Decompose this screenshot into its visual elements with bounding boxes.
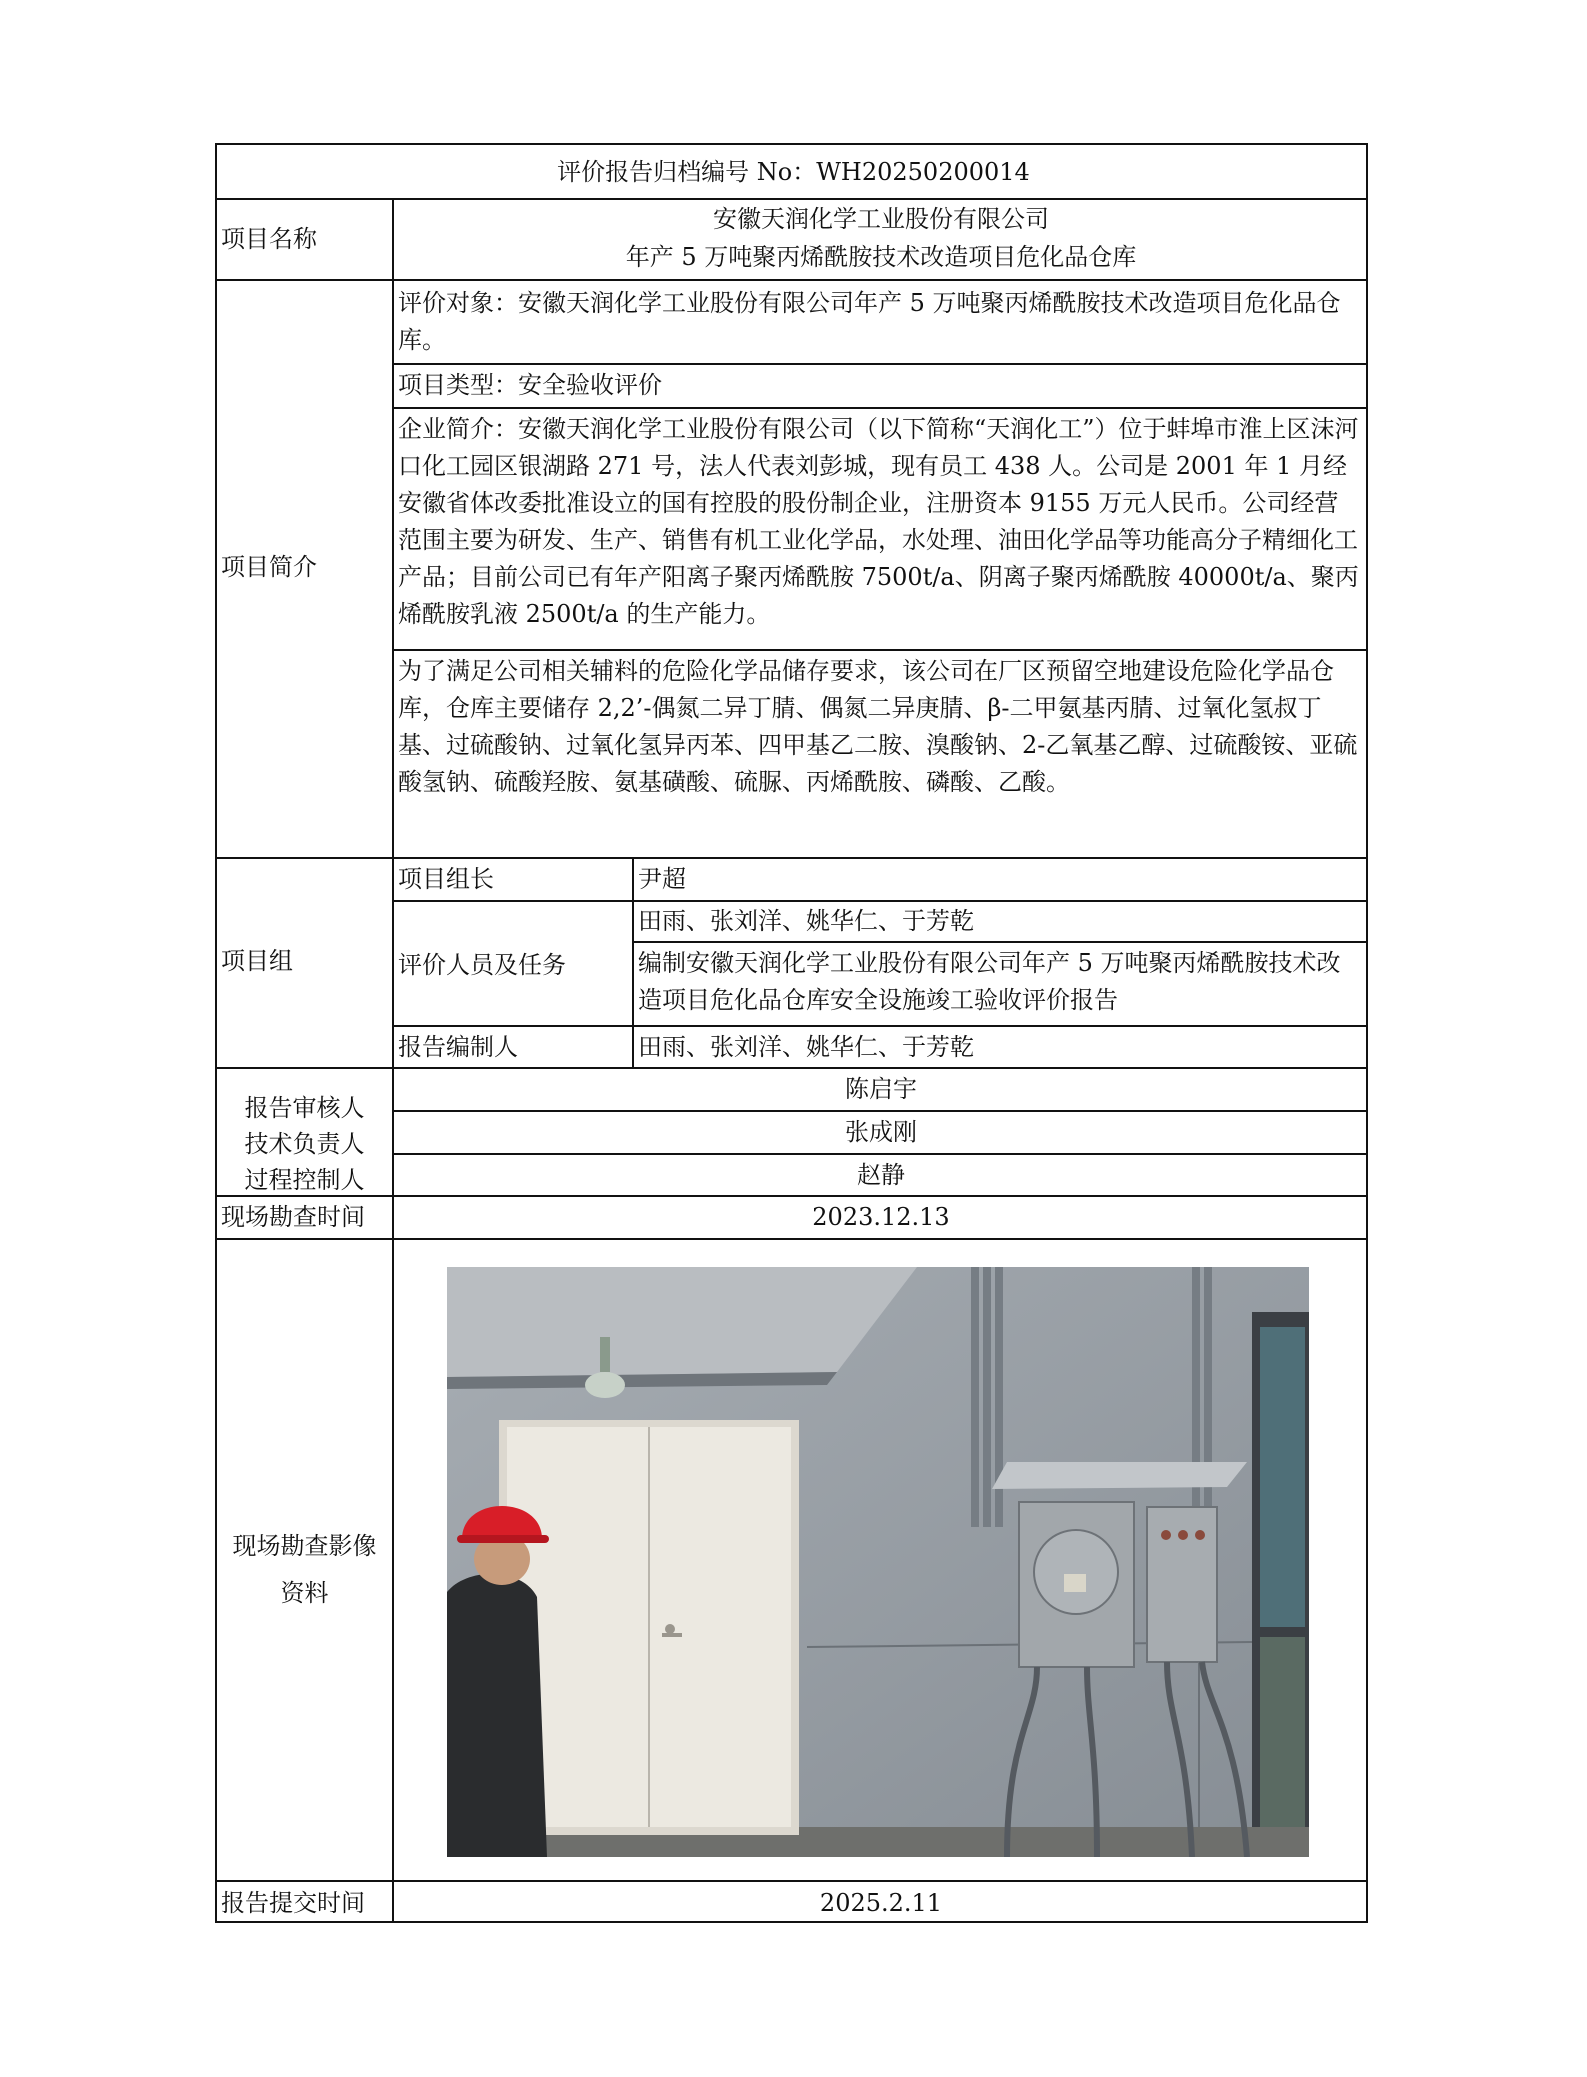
project-purpose: 为了满足公司相关辅料的危险化学品储存要求，该公司在厂区预留空地建设危险化学品仓库，仓库主要储存 2,2’-偶氮二异丁腈、偶氮二异庚腈、β-二甲氨基丙腈、过氧化氢叔丁基、过硫酸钠、过氧化氢异丙苯、四甲基乙二胺、溴酸钠、2-乙氧基乙醇、过硫酸铵、亚硫酸氢钠、硫酸羟胺、氨基磺酸、硫脲、丙烯酰胺、磷酸、乙酸。 xyxy=(398,657,1358,796)
company-intro: 企业简介：安徽天润化学工业股份有限公司（以下简称“天润化工”）位于蚌埠市淮上区沫河口化工园区银湖路 271 号，法人代表刘彭城，现有员工 438 人。公司是 2001 年 1 月经安徽省体改委批准设立的国有控股的股份制企业，注册资本 9155 万元人民币。公司经营范围主要为研发、生产、销售有机工业化学品，水处理、油田化学品等功能高分子精细化工产品；目前公司已有年产阳离子聚丙烯酰胺 7500t/a、阴离子聚丙烯酰胺 40000t/a、聚丙烯酰胺乳液 2500t/a 的生产能力。 xyxy=(398,415,1359,628)
row-divider xyxy=(392,1110,1366,1112)
submit-time-label: 报告提交时间 xyxy=(221,1889,365,1917)
archive-number: 评价报告归档编号 No：WH20250200014 xyxy=(557,158,1030,186)
row-divider xyxy=(217,1067,1366,1069)
row-divider xyxy=(217,857,1366,859)
column-divider xyxy=(632,857,634,1067)
evaluators-task: 编制安徽天润化学工业股份有限公司年产 5 万吨聚丙烯酰胺技术改造项目危化品仓库安全设施竣工验收评价报告 xyxy=(638,949,1341,1014)
row-divider xyxy=(217,1880,1366,1882)
submit-time: 2025.2.11 xyxy=(819,1889,943,1917)
survey-image-label-line2: 资料 xyxy=(280,1579,329,1607)
survey-time: 2023.12.13 xyxy=(812,1203,950,1231)
evaluation-object: 评价对象：安徽天润化学工业股份有限公司年产 5 万吨聚丙烯酰胺技术改造项目危化品仓库。 xyxy=(398,289,1341,354)
reviewer-label: 报告审核人 xyxy=(244,1094,365,1122)
project-name-line2: 年产 5 万吨聚丙烯酰胺技术改造项目危化品仓库 xyxy=(625,243,1137,271)
column-divider xyxy=(392,198,394,1921)
project-type: 项目类型：安全验收评价 xyxy=(398,371,662,399)
row-divider xyxy=(217,198,1366,200)
row-divider xyxy=(392,900,1366,902)
evaluators: 田雨、张刘洋、姚华仁、于芳乾 xyxy=(638,907,974,935)
row-divider xyxy=(392,1153,1366,1155)
team-leader-label: 项目组长 xyxy=(398,865,494,893)
project-name-line1: 安徽天润化学工业股份有限公司 xyxy=(713,205,1049,233)
row-divider xyxy=(392,649,1366,651)
report-author-label: 报告编制人 xyxy=(398,1033,518,1061)
site-survey-photo xyxy=(447,1267,1309,1857)
project-name-label: 项目名称 xyxy=(221,225,317,253)
team-leader: 尹超 xyxy=(638,865,686,893)
tech-lead: 张成刚 xyxy=(845,1118,917,1146)
project-intro-label: 项目简介 xyxy=(221,553,317,581)
row-divider xyxy=(632,941,1366,943)
row-divider xyxy=(217,1238,1366,1240)
row-divider xyxy=(392,407,1366,409)
reviewer: 陈启宇 xyxy=(845,1075,917,1103)
process-control-label: 过程控制人 xyxy=(244,1166,365,1194)
report-author: 田雨、张刘洋、姚华仁、于芳乾 xyxy=(638,1033,974,1061)
evaluators-label: 评价人员及任务 xyxy=(398,951,566,979)
project-team-label: 项目组 xyxy=(221,947,293,975)
survey-image-label-line1: 现场勘查影像 xyxy=(232,1532,377,1560)
survey-time-label: 现场勘查时间 xyxy=(221,1203,365,1231)
process-controller: 赵静 xyxy=(857,1161,905,1189)
row-divider xyxy=(217,279,1366,281)
row-divider xyxy=(392,1025,1366,1027)
tech-lead-label: 技术负责人 xyxy=(244,1130,365,1158)
row-divider xyxy=(392,363,1366,365)
